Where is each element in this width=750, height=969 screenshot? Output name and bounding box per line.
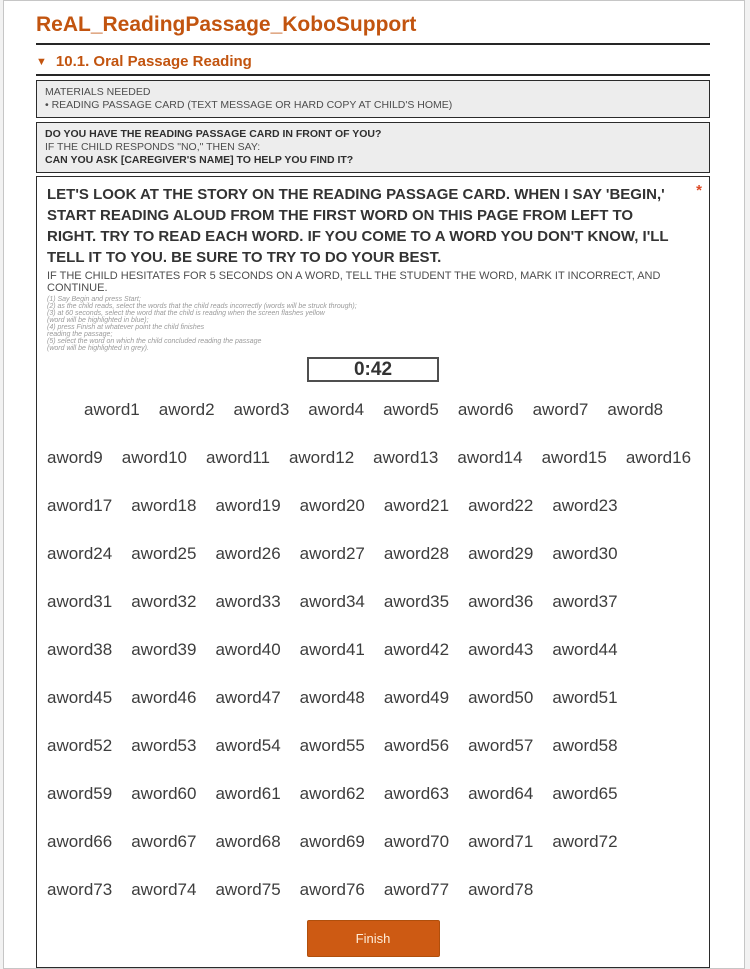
word-option[interactable]: aword54 — [215, 736, 281, 755]
word-option[interactable]: aword23 — [552, 496, 618, 515]
word-option[interactable]: aword22 — [468, 496, 534, 515]
reading-timer: 0:42 — [307, 357, 439, 382]
question-box-bottom-spacer — [47, 957, 699, 962]
word-option[interactable]: aword57 — [468, 736, 534, 755]
word-option[interactable]: aword73 — [47, 880, 113, 899]
word-option[interactable]: aword21 — [383, 496, 450, 515]
word-option[interactable]: aword62 — [299, 784, 365, 803]
word-row — [47, 674, 699, 722]
word-option[interactable]: aword72 — [552, 832, 618, 851]
word-option[interactable]: aword39 — [131, 640, 197, 659]
word-option[interactable]: aword29 — [468, 544, 534, 563]
word-row — [47, 578, 699, 626]
word-option[interactable]: aword32 — [131, 592, 197, 611]
instruction-line: (word will be highlighted in grey). — [47, 345, 149, 352]
word-option[interactable]: aword37 — [552, 592, 618, 611]
word-option[interactable]: aword50 — [468, 688, 534, 707]
word-option[interactable]: aword2 — [158, 400, 215, 419]
instruction-line: (3) at 60 seconds, select the word that the child is reading when the screen flashes yellow — [47, 310, 325, 317]
word-option[interactable]: aword66 — [47, 832, 113, 851]
materials-note-line1: MATERIALS NEEDED — [45, 86, 151, 98]
section-title: 10.1. Oral Passage Reading — [55, 53, 252, 70]
word-option[interactable]: aword35 — [383, 592, 450, 611]
word-option[interactable]: aword45 — [47, 688, 113, 707]
word-option[interactable]: aword52 — [47, 736, 113, 755]
enumerator-instructions — [47, 296, 699, 352]
card-check-prompt: CAN YOU ASK [CAREGIVER'S NAME] TO HELP YOU FIND IT? — [45, 154, 354, 166]
question-prompt: LET'S LOOK AT THE STORY ON THE READING PASSAGE CARD. WHEN I SAY 'BEGIN,' START READING ALOUD FROM THE FIRST WORD ON THIS PAGE FROM LEFT TO RIGHT. TRY TO READ EACH WORD. IF YOU COME TO A WORD YOU DON'T KNOW, I'LL TELL IT TO YOU. BE SURE TO TRY TO DO YOUR BEST. — [47, 186, 669, 266]
word-row — [47, 626, 699, 674]
instruction-line: (1) Say Begin and press Start; — [47, 296, 141, 303]
word-option[interactable]: aword60 — [131, 784, 197, 803]
word-option[interactable]: aword27 — [299, 544, 365, 563]
instruction-line: (5) select the word on which the child concluded reading the passage — [47, 338, 262, 345]
finish-button[interactable]: Finish — [307, 920, 440, 957]
word-option[interactable]: aword31 — [47, 592, 113, 611]
word-option[interactable]: aword51 — [552, 688, 618, 707]
word-option[interactable]: aword16 — [625, 448, 692, 467]
card-check-question: DO YOU HAVE THE READING PASSAGE CARD IN FRONT OF YOU? — [45, 128, 382, 140]
word-row — [47, 482, 699, 530]
word-option[interactable]: aword75 — [215, 880, 281, 899]
word-option[interactable]: aword65 — [552, 784, 618, 803]
word-option[interactable]: aword59 — [47, 784, 113, 803]
word-option[interactable]: aword26 — [215, 544, 281, 563]
word-option[interactable]: aword76 — [299, 880, 365, 899]
word-row — [47, 386, 699, 434]
word-option[interactable]: aword41 — [299, 640, 365, 659]
word-option[interactable]: aword7 — [532, 400, 589, 419]
card-check-followup: IF THE CHILD RESPONDS "NO," THEN SAY: — [45, 141, 261, 153]
word-option[interactable]: aword33 — [215, 592, 281, 611]
word-grid — [47, 386, 699, 914]
word-option[interactable]: aword56 — [383, 736, 450, 755]
word-option[interactable]: aword4 — [308, 400, 365, 419]
word-option[interactable]: aword70 — [383, 832, 450, 851]
word-row — [47, 818, 699, 866]
word-option[interactable]: aword49 — [383, 688, 450, 707]
word-option[interactable]: aword12 — [288, 448, 355, 467]
form-title: ReAL_ReadingPassage_KoboSupport — [36, 13, 417, 36]
section-header-oral-passage-reading[interactable] — [36, 54, 710, 70]
word-option[interactable]: aword18 — [131, 496, 197, 515]
word-option[interactable]: aword19 — [215, 496, 281, 515]
word-row — [47, 434, 699, 482]
word-option[interactable]: aword25 — [131, 544, 197, 563]
word-option[interactable]: aword15 — [541, 448, 607, 467]
word-option[interactable]: aword67 — [131, 832, 197, 851]
word-option[interactable]: aword17 — [47, 496, 113, 515]
word-option[interactable]: aword53 — [131, 736, 197, 755]
word-option[interactable]: aword61 — [215, 784, 281, 803]
card-check-note-box — [36, 122, 710, 173]
instruction-line: (word will be highlighted in blue); — [47, 317, 149, 324]
word-option[interactable]: aword6 — [457, 400, 514, 419]
instruction-line: (2) as the child reads, select the words that the child reads incorrectly (words will be struck through); — [47, 303, 357, 310]
instruction-line: reading the passage; — [47, 331, 113, 338]
word-option[interactable]: aword47 — [215, 688, 281, 707]
section-divider — [36, 74, 710, 76]
chevron-down-icon: ▼ — [36, 56, 47, 68]
word-option[interactable]: aword34 — [299, 592, 365, 611]
materials-note-box — [36, 80, 710, 118]
word-option[interactable]: aword13 — [373, 448, 439, 467]
word-option[interactable]: aword20 — [299, 496, 365, 515]
word-option[interactable]: aword5 — [383, 400, 439, 419]
word-option[interactable]: aword43 — [468, 640, 534, 659]
word-option[interactable]: aword11 — [205, 448, 270, 467]
word-option[interactable]: aword1 — [84, 400, 140, 419]
word-option[interactable]: aword48 — [299, 688, 365, 707]
word-option[interactable]: aword68 — [215, 832, 281, 851]
word-option[interactable]: aword46 — [131, 688, 197, 707]
word-option[interactable]: aword42 — [383, 640, 450, 659]
reading-passage-question — [36, 176, 710, 968]
word-row — [47, 722, 699, 770]
word-option[interactable]: aword55 — [299, 736, 365, 755]
word-option[interactable]: aword77 — [383, 880, 450, 899]
word-option[interactable]: aword71 — [468, 832, 534, 851]
word-option[interactable]: aword3 — [233, 400, 290, 419]
word-row — [47, 530, 699, 578]
title-divider — [36, 43, 710, 45]
word-option[interactable]: aword78 — [468, 880, 534, 899]
word-option[interactable]: aword64 — [468, 784, 534, 803]
word-option[interactable]: aword69 — [299, 832, 365, 851]
word-option[interactable]: aword74 — [131, 880, 197, 899]
word-row — [47, 866, 699, 914]
instruction-line: (4) press Finish at whatever point the child finishes — [47, 324, 205, 331]
hesitation-note: IF THE CHILD HESITATES FOR 5 SECONDS ON A WORD, TELL THE STUDENT THE WORD, MARK IT INCORRECT, AND CONTINUE. — [47, 270, 661, 294]
word-option[interactable]: aword36 — [468, 592, 534, 611]
word-row — [47, 770, 699, 818]
required-asterisk: * — [696, 182, 702, 199]
word-option[interactable]: aword10 — [121, 448, 187, 467]
materials-note-line2: • READING PASSAGE CARD (TEXT MESSAGE OR HARD COPY AT CHILD'S HOME) — [45, 99, 453, 111]
word-option[interactable]: aword30 — [552, 544, 618, 563]
word-option[interactable]: aword40 — [215, 640, 281, 659]
word-option[interactable]: aword63 — [383, 784, 450, 803]
word-option[interactable]: aword8 — [607, 400, 664, 419]
word-option[interactable]: aword58 — [552, 736, 618, 755]
word-option[interactable]: aword38 — [47, 640, 113, 659]
word-option[interactable]: aword9 — [47, 448, 103, 467]
form-page — [3, 0, 745, 969]
word-option[interactable]: aword24 — [47, 544, 113, 563]
word-option[interactable]: aword44 — [552, 640, 618, 659]
word-option[interactable]: aword14 — [457, 448, 523, 467]
word-option[interactable]: aword28 — [383, 544, 450, 563]
